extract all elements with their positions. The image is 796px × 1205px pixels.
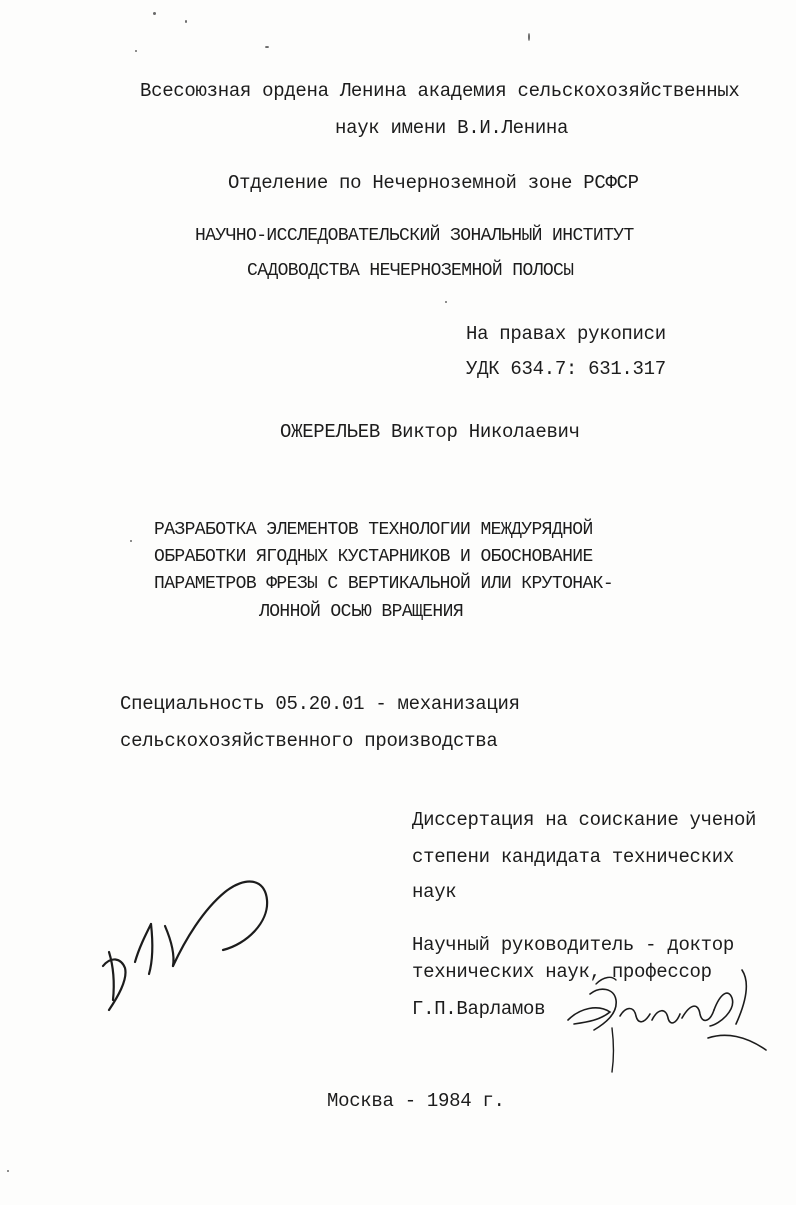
thesis-title-line-3: ПАРАМЕТРОВ ФРЕЗЫ С ВЕРТИКАЛЬНОЙ ИЛИ КРУТОНАК- [154, 574, 614, 594]
supervisor-line-1: Научный руководитель - доктор [412, 934, 734, 956]
scan-speck [528, 33, 530, 41]
udc-code: УДК 634.7: 631.317 [466, 358, 666, 380]
author-signature [95, 870, 280, 1020]
place-and-year: Москва - 1984 г. [327, 1090, 505, 1112]
scan-speck [185, 20, 187, 23]
specialty-line-2: сельскохозяйственного производства [120, 730, 498, 752]
scan-speck [7, 1170, 9, 1172]
scan-speck [265, 46, 269, 48]
supervisor-signature [560, 958, 775, 1083]
manuscript-rights-note: На правах рукописи [466, 323, 666, 345]
dissertation-note-line-3: наук [412, 881, 457, 903]
scan-speck [130, 540, 132, 542]
dissertation-note-line-2: степени кандидата технических [412, 846, 734, 868]
author-name: ОЖЕРЕЛЬЕВ Виктор Николаевич [280, 421, 580, 443]
thesis-title-line-4: ЛОННОЙ ОСЬЮ ВРАЩЕНИЯ [259, 602, 464, 622]
academy-name-line-2: наук имени В.И.Ленина [335, 117, 569, 139]
thesis-title-line-2: ОБРАБОТКИ ЯГОДНЫХ КУСТАРНИКОВ И ОБОСНОВАНИЕ [154, 547, 593, 567]
scan-speck [445, 301, 447, 303]
institute-name-line-1: НАУЧНО-ИССЛЕДОВАТЕЛЬСКИЙ ЗОНАЛЬНЫЙ ИНСТИТУТ [195, 226, 634, 246]
department-name: Отделение по Нечерноземной зоне РСФСР [228, 172, 639, 194]
supervisor-line-2: технических наук, профессор [412, 961, 712, 983]
scan-speck [153, 12, 156, 15]
thesis-title-line-1: РАЗРАБОТКА ЭЛЕМЕНТОВ ТЕХНОЛОГИИ МЕЖДУРЯДНОЙ [154, 520, 593, 540]
scan-speck [135, 50, 137, 52]
dissertation-note-line-1: Диссертация на соискание ученой [412, 809, 757, 831]
academy-name-line-1: Всесоюзная ордена Ленина академия сельскохозяйственных [140, 80, 740, 102]
specialty-line-1: Специальность 05.20.01 - механизация [120, 693, 520, 715]
institute-name-line-2: САДОВОДСТВА НЕЧЕРНОЗЕМНОЙ ПОЛОСЫ [247, 261, 574, 281]
supervisor-name: Г.П.Варламов [412, 998, 546, 1020]
